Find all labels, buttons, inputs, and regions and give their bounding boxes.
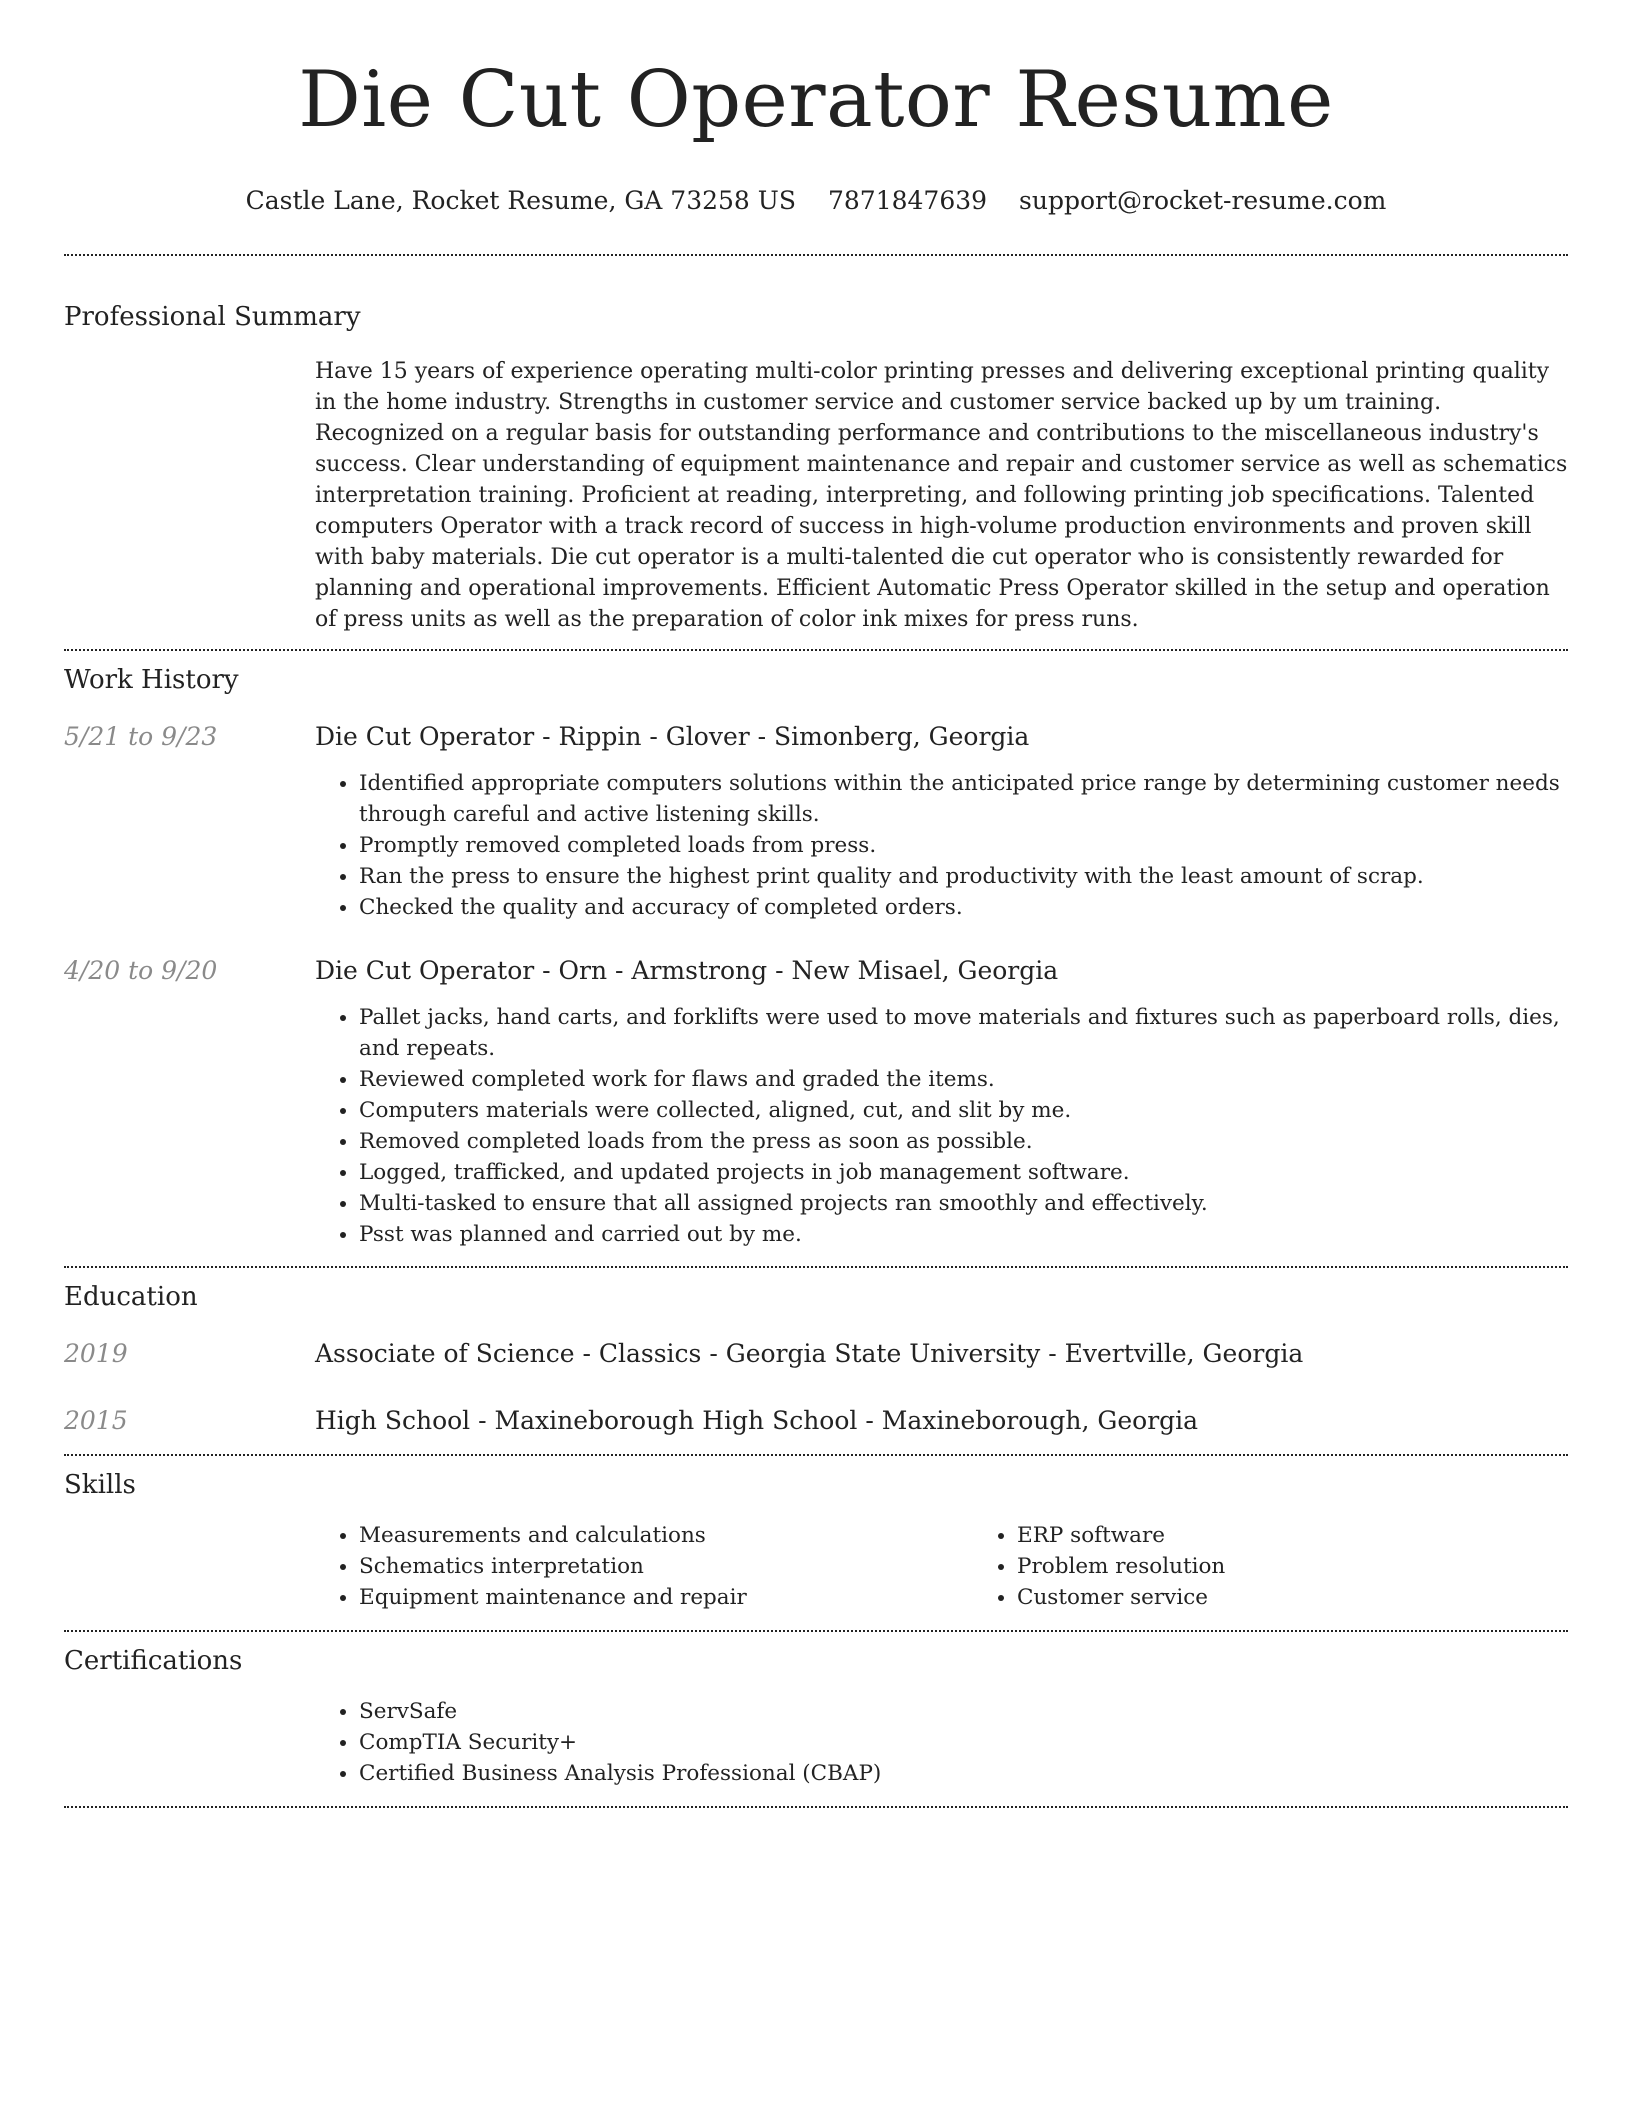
skill-item: • Problem resolution [1017,1551,1631,1582]
summary-text: Have 15 years of experience operating multi-color printing presses and delivering exceptional printing quality in the home industry. Strengths in customer service and customer service backed up by um training. Recognized on a regular basis for outstanding performance and contributions to the miscellaneous industry's success. Clear understanding of equipment maintenance and repair and customer service as well as schematics interpretation training. Proficient at reading, interpreting, and following printing job specifications. Talented computers Operator with a track record of success in high-volume production environments and proven skill with baby materials. Die cut operator is a multi-talented die cut operator who is consistently rewarded for planning and operational improvements. Efficient Automatic Press Operator skilled in the setup and operation of press units as well as the preparation of color ink mixes for press runs. [315,359,1568,632]
certifications-body [315,1696,1568,1789]
summary-body [315,356,1568,635]
skill-item: • Schematics interpretation [359,1551,973,1582]
education-heading [315,1337,1568,1371]
summary-section [64,256,1568,635]
skills-columns [315,1520,1631,1613]
education-entry [64,1404,1568,1438]
skill-item: • Equipment maintenance and repair [359,1582,973,1613]
skill-item: • Customer service [1017,1582,1631,1613]
section-title-education: Education [64,1282,198,1312]
education-degree: Associate of Science - Classics [315,1339,702,1368]
job-bullet: • Reviewed completed work for flaws and graded the items. [359,1064,1568,1095]
skills-row [64,1520,1568,1613]
work-history-section [64,651,1568,1250]
job-bullet: • Checked the quality and accuracy of completed orders. [359,892,1568,923]
education-year: 2019 [64,1339,128,1368]
job-dates: 5/21 to 9/23 [64,722,218,751]
education-heading [315,1404,1568,1438]
certifications-row [64,1696,1568,1789]
job-bullet: • Logged, trafficked, and updated projects in job management software. [359,1157,1568,1188]
certification-item: • CompTIA Security+ [359,1727,1568,1758]
job-heading: Die Cut Operator - Orn - Armstrong - New Misael, Georgia [315,956,1059,985]
skill-item: • Measurements and calculations [359,1520,973,1551]
contact-address: Castle Lane, Rocket Resume, GA 73258 US [245,186,796,215]
section-title-summary: Professional Summary [64,302,361,332]
section-divider [64,1806,1568,1808]
certifications-list [315,1696,1568,1789]
certifications-section [64,1632,1568,1789]
job-bullet: • Computers materials were collected, aligned, cut, and slit by me. [359,1095,1568,1126]
job-heading: Die Cut Operator - Rippin - Glover - Simonberg, Georgia [315,722,1030,751]
job-bullets [315,768,1568,923]
job-details [315,954,1568,1250]
job-dates: 4/20 to 9/20 [64,956,218,985]
education-school: - Maxineborough High School - Maxineborough, Georgia [470,1406,1199,1435]
job-bullet: • Ran the press to ensure the highest print quality and productivity with the least amount of scrap. [359,861,1568,892]
education-degree: High School [315,1406,471,1435]
skills-list [973,1520,1631,1613]
job-bullet: • Pallet jacks, hand carts, and forklifts were used to move materials and fixtures such as paperboard rolls, dies, and repeats. [359,1002,1568,1064]
education-year: 2015 [64,1406,128,1435]
job-bullet: • Multi-tasked to ensure that all assigned projects ran smoothly and effectively. [359,1188,1568,1219]
job-details [315,720,1568,923]
section-title-work-history: Work History [64,665,239,695]
job-bullet: • Identified appropriate computers solutions within the anticipated price range by determining customer needs through careful and active listening skills. [359,768,1568,830]
education-school: - Georgia State University - Evertville, Georgia [701,1339,1304,1368]
section-title-skills: Skills [64,1470,136,1500]
contact-email: support@rocket-resume.com [1019,186,1387,215]
section-title-certifications: Certifications [64,1646,243,1676]
job-entry [64,954,1568,1250]
skills-list [315,1520,973,1613]
job-bullet: • Removed completed loads from the press as soon as possible. [359,1126,1568,1157]
summary-row [64,356,1568,635]
education-details [315,1404,1568,1438]
job-bullets [315,1002,1568,1250]
skills-left-spacer [64,1520,315,1613]
skill-item: • ERP software [1017,1520,1631,1551]
contact-line [64,184,1568,218]
education-entry [64,1337,1568,1371]
education-details [315,1337,1568,1371]
certification-item: • Certified Business Analysis Professional (CBAP) [359,1758,1568,1789]
job-entry [64,720,1568,923]
education-section [64,1268,1568,1438]
job-bullet: • Psst was planned and carried out by me. [359,1219,1568,1250]
contact-phone: 7871847639 [827,186,988,215]
summary-left-spacer [64,356,315,635]
certifications-left-spacer [64,1696,315,1789]
certification-item: • ServSafe [359,1696,1568,1727]
resume-title: Die Cut Operator Resume [298,55,1334,145]
skills-section [64,1456,1568,1613]
job-bullet: • Promptly removed completed loads from press. [359,830,1568,861]
